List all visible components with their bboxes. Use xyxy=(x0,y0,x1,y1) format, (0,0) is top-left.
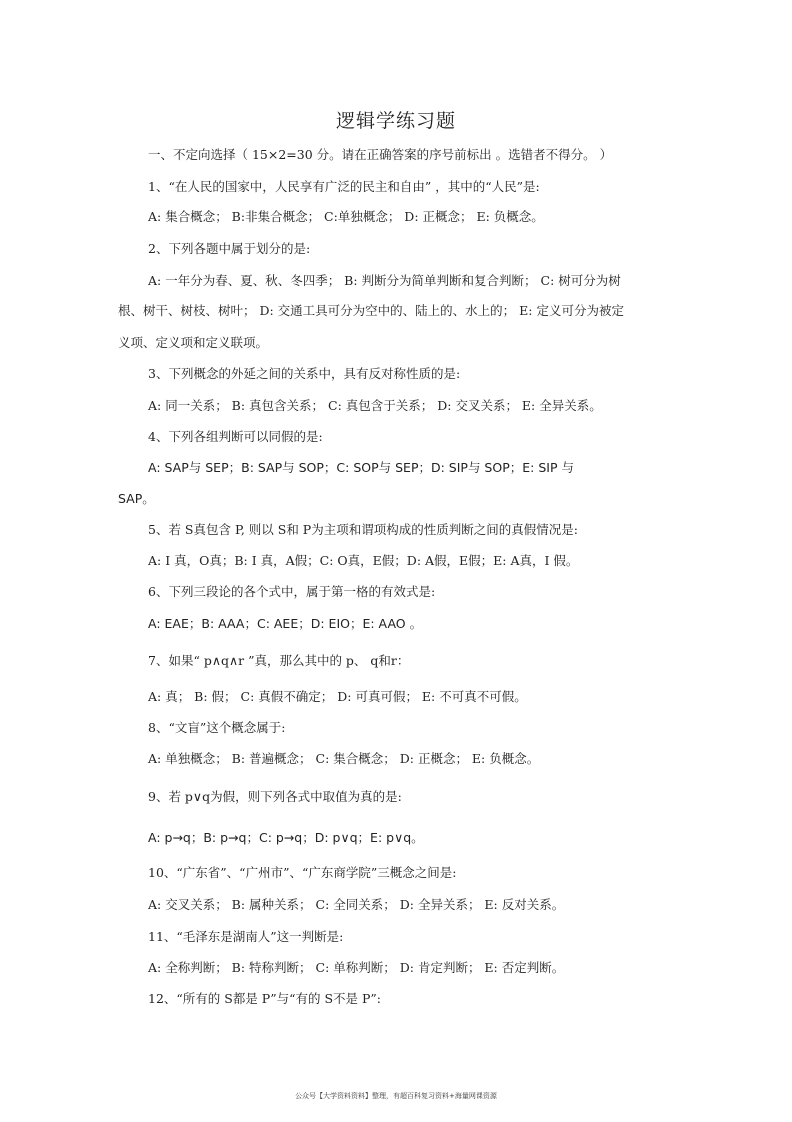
options-4-line-1: A: SAP与 SEP；B: SAP与 SOP；C: SOP与 SEP；D: SIP与 SOP；E: SIP 与 xyxy=(148,460,574,475)
options-11: A: 全称判断； B: 特称判断； C: 单称判断； D: 肯定判断； E: 否定判断。 xyxy=(148,960,565,975)
options-9: A: p→q；B: p→q；C: p→q；D: p∨q；E: p∨q。 xyxy=(148,830,424,845)
question-11: 11、“毛泽东是湖南人”这一判断是: xyxy=(148,929,344,944)
options-2-line-1: A: 一年分为春、夏、秋、冬四季； B: 判断分为简单判断和复合判断； C: 树可分为树 xyxy=(148,273,621,288)
question-2: 2、下列各题中属于划分的是: xyxy=(148,241,311,256)
footer-note: 公众号【大学资料资料】整理，有超百科复习资料+海量网课资源 xyxy=(295,1092,497,1100)
options-4-line-2: SAP。 xyxy=(118,491,155,506)
section-heading: 一、不定向选择（ 15×2=30 分。请在正确答案的序号前标出 。选错者不得分。 ） xyxy=(148,147,613,162)
options-8: A: 单独概念； B: 普遍概念； C: 集合概念； D: 正概念； E: 负概念。 xyxy=(148,751,540,766)
options-7: A: 真； B: 假； C: 真假不确定； D: 可真可假； E: 不可真不可假。 xyxy=(148,689,527,704)
options-3: A: 同一关系； B: 真包含关系； C: 真包含于关系； D: 交叉关系； E: 全异关系。 xyxy=(148,398,602,413)
question-12: 12、“所有的 S都是 P”与“有的 S不是 P”: xyxy=(148,991,382,1006)
question-1: 1、“在人民的国家中，人民享有广泛的民主和自由” ，其中的“人民”是: xyxy=(148,179,540,194)
options-2-line-3: 义项、定义项和定义联项。 xyxy=(118,335,269,350)
question-6: 6、下列三段论的各个式中，属于第一格的有效式是: xyxy=(148,584,436,599)
options-5: A: I 真，O真；B: I 真，A假；C: O真，E假；D: A假，E假；E: A真，I 假。 xyxy=(148,553,579,568)
question-10: 10、“广东省”、“广州市”、“广东商学院”三概念之间是: xyxy=(148,865,457,880)
question-5: 5、若 S真包含 P, 则以 S和 P为主项和谓项构成的性质判断之间的真假情况是: xyxy=(148,522,578,537)
page-title: 逻辑学练习题 xyxy=(335,110,456,132)
question-4: 4、下列各组判断可以同假的是: xyxy=(148,429,323,444)
question-8: 8、“文盲”这个概念属于: xyxy=(148,720,286,735)
options-1: A: 集合概念； B:非集合概念； C:单独概念； D: 正概念； E: 负概念。 xyxy=(148,209,544,224)
options-2-line-2: 根、树干、树枝、树叶； D: 交通工具可分为空中的、陆上的、水上的； E: 定义可分为被定 xyxy=(118,303,624,318)
question-3: 3、下列概念的外延之间的关系中，具有反对称性质的是: xyxy=(148,366,461,381)
options-6: A: EAE；B: AAA；C: AEE；D: EIO；E: AAO 。 xyxy=(148,616,423,631)
options-10: A: 交叉关系； B: 属种关系； C: 全同关系； D: 全异关系； E: 反对关系。 xyxy=(148,897,565,912)
question-9: 9、若 p∨q为假，则下列各式中取值为真的是: xyxy=(148,789,402,804)
question-7: 7、如果“ p∧q∧r ”真，那么其中的 p、 q和r： xyxy=(148,653,410,668)
